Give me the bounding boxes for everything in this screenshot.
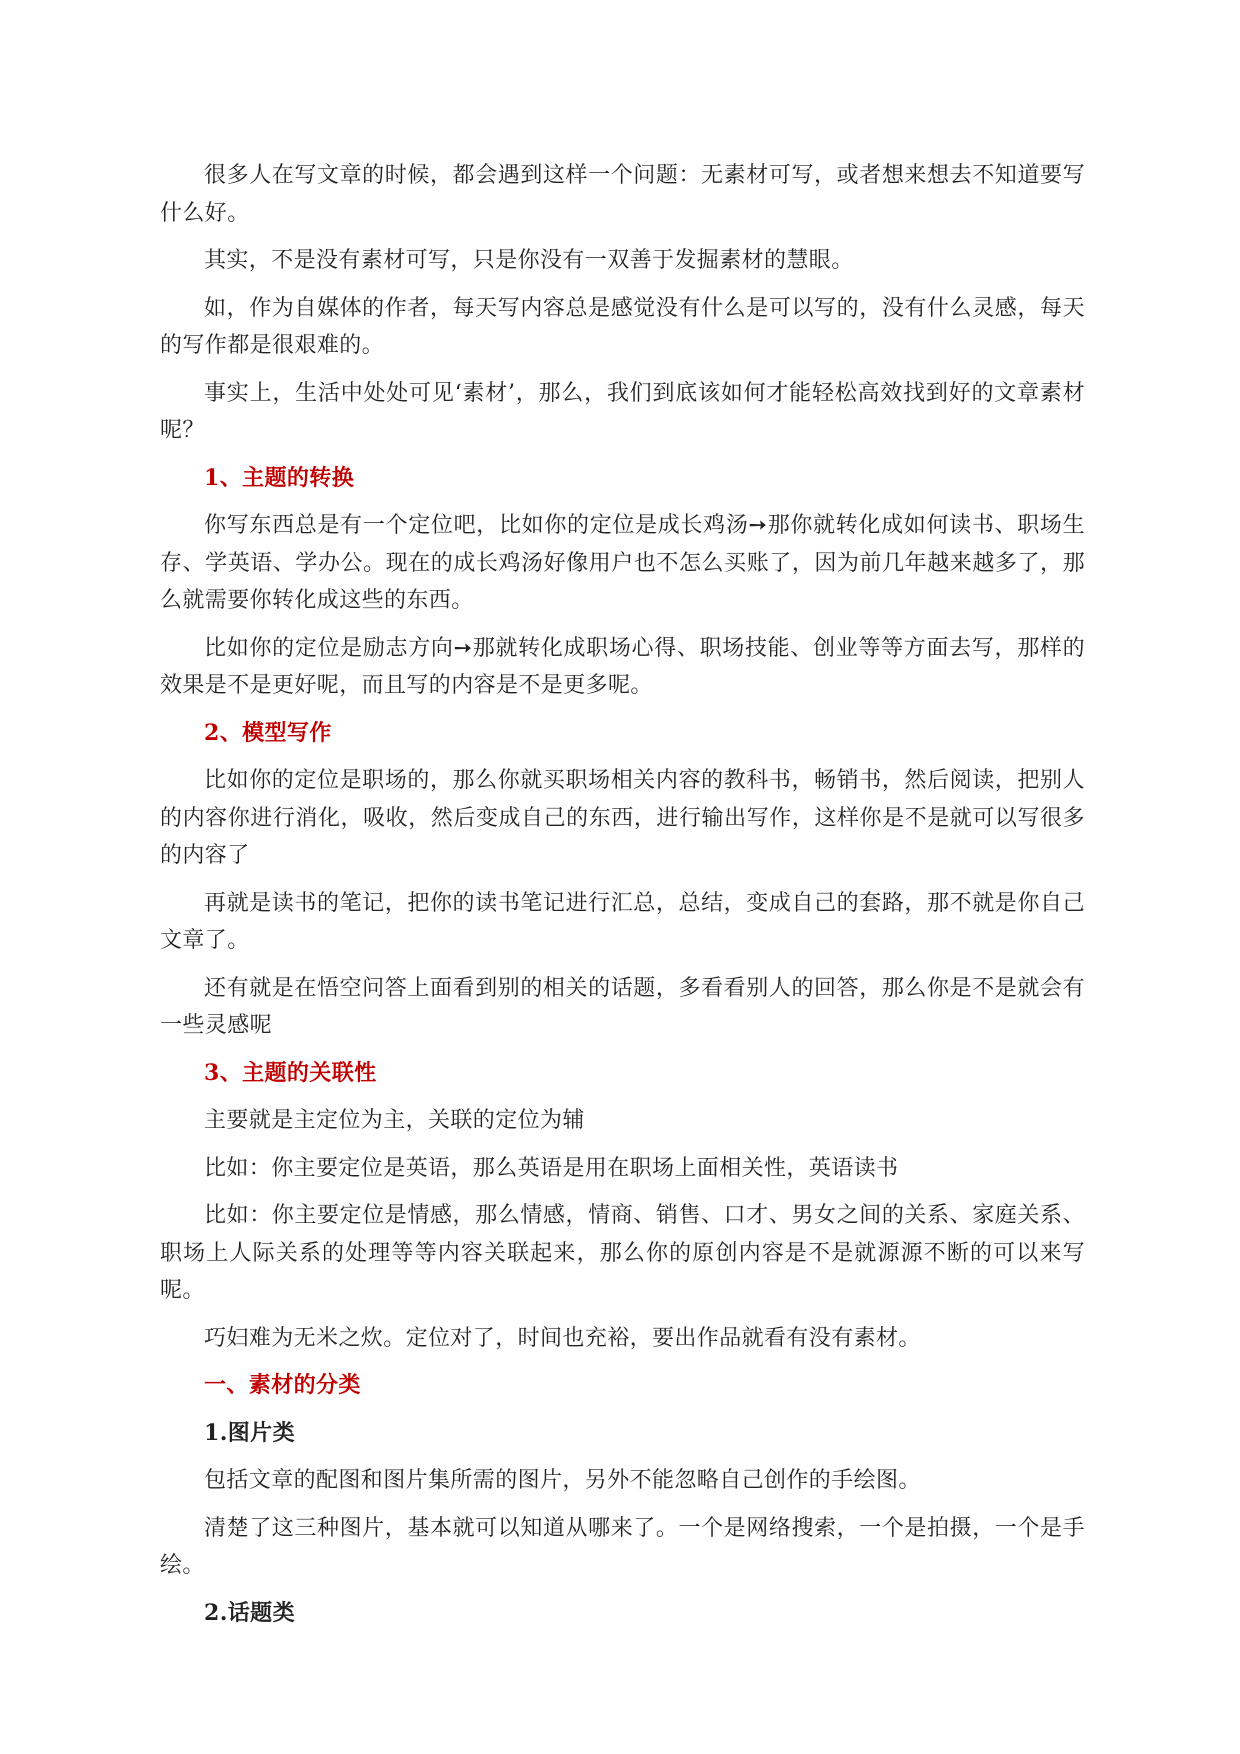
paragraph: 包括文章的配图和图片集所需的图片，另外不能忽略自己创作的手绘图。 bbox=[204, 1468, 921, 1493]
paragraph: 比如：你主要定位是英语，那么英语是用在职场上面相关性，英语读书 bbox=[204, 1155, 899, 1181]
document-page bbox=[160, 157, 1085, 1642]
paragraph: 比如你的定位是职场的，那么你就买职场相关内容的教科书，畅销书，然后阅读，把别人的内容你进行消化，吸收，然后变成自己的东西，进行输出写作，这样你是不是就可以写很多的内容了 bbox=[160, 768, 1085, 868]
paragraph: 如，作为自媒体的作者，每天写内容总是感觉没有什么是可以写的，没有什么灵感，每天的写作都是很艰难的。 bbox=[160, 295, 1085, 358]
subsection-heading: 2.话题类 bbox=[204, 1599, 295, 1626]
paragraph: 还有就是在悟空问答上面看到别的相关的话题，多看看别人的回答，那么你是不是就会有一些灵感呢 bbox=[160, 975, 1085, 1038]
paragraph: 很多人在写文章的时候，都会遇到这样一个问题：无素材可写，或者想来想去不知道要写什么好。 bbox=[160, 163, 1085, 226]
paragraph: 比如你的定位是励志方向➙那就转化成职场心得、职场技能、创业等等方面去写，那样的效果是不是更好呢，而且写的内容是不是更多呢。 bbox=[160, 635, 1085, 698]
paragraph: 比如：你主要定位是情感，那么情感，情商、销售、口才、男女之间的关系、家庭关系、职场上人际关系的处理等等内容关联起来，那么你的原创内容是不是就源源不断的可以来写呢。 bbox=[160, 1203, 1085, 1303]
subsection-heading: 1.图片类 bbox=[204, 1419, 295, 1446]
section-heading: 3、主题的关联性 bbox=[204, 1059, 377, 1086]
paragraph: 其实，不是没有素材可写，只是你没有一双善于发掘素材的慧眼。 bbox=[204, 248, 854, 273]
paragraph: 清楚了这三种图片，基本就可以知道从哪来了。一个是网络搜索，一个是拍摄，一个是手绘。 bbox=[160, 1515, 1085, 1578]
section-heading: 1、主题的转换 bbox=[204, 464, 355, 491]
paragraph: 事实上，生活中处处可见‘素材’，那么，我们到底该如何才能轻松高效找到好的文章素材呢？ bbox=[160, 380, 1085, 443]
paragraph: 巧妇难为无米之炊。定位对了，时间也充裕，要出作品就看有没有素材。 bbox=[204, 1325, 921, 1351]
section-heading: 2、模型写作 bbox=[204, 719, 332, 746]
section-heading: 一、素材的分类 bbox=[204, 1372, 361, 1398]
paragraph: 你写东西总是有一个定位吧，比如你的定位是成长鸡汤➙那你就转化成如何读书、职场生存、学英语、学办公。现在的成长鸡汤好像用户也不怎么买账了，因为前几年越来越多了，那么就需要你转化成这些的东西。 bbox=[160, 513, 1085, 613]
paragraph: 主要就是主定位为主，关联的定位为辅 bbox=[204, 1108, 585, 1133]
paragraph: 再就是读书的笔记，把你的读书笔记进行汇总，总结，变成自己的套路，那不就是你自己文章了。 bbox=[160, 890, 1085, 953]
